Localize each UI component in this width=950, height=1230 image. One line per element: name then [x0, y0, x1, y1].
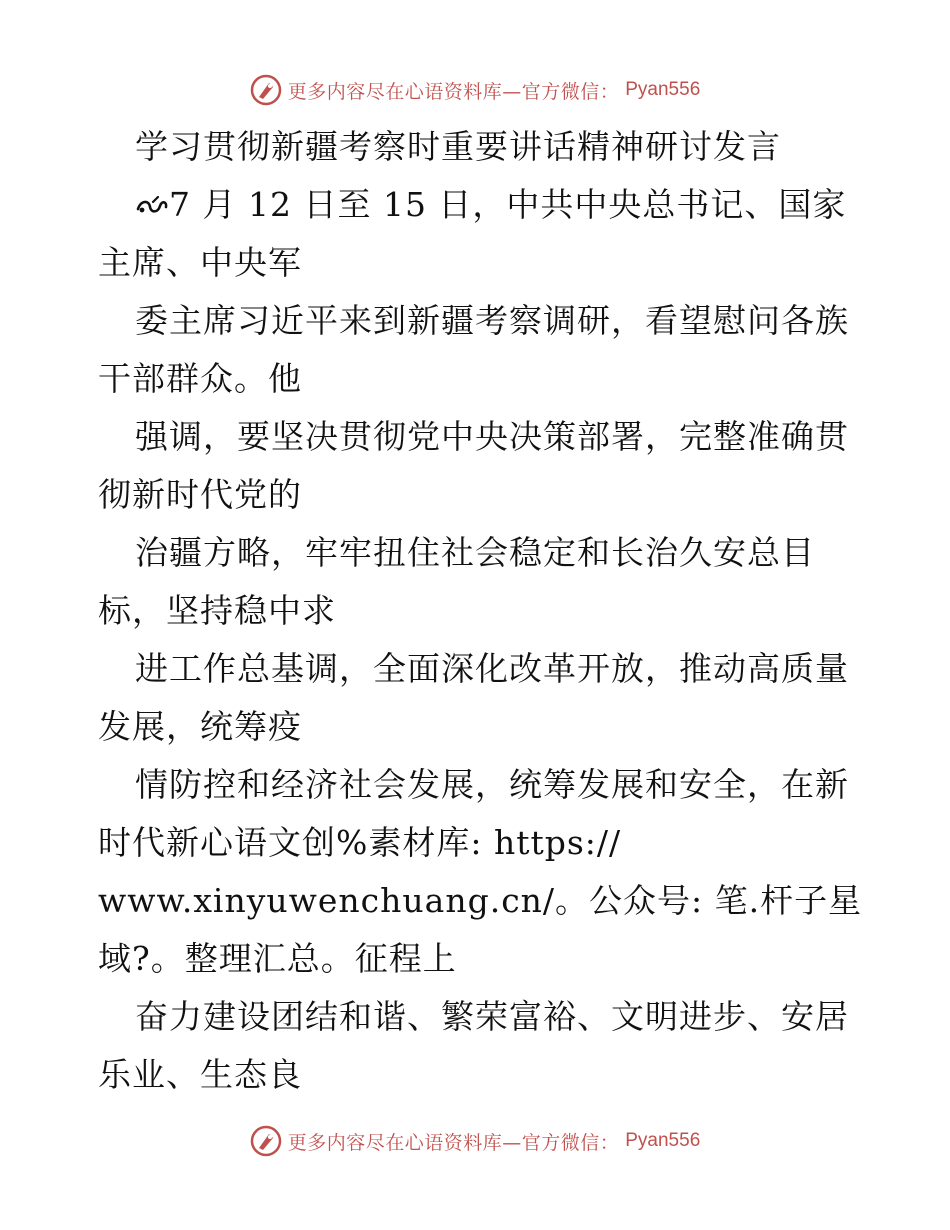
paragraph-line: 治疆方略，牢牢扭住社会稳定和长治久安总目 [135, 533, 815, 572]
paragraph-line: 发展，统筹疫 [98, 707, 302, 746]
paragraph-line: 时代新心语文创%素材库: https:// [98, 823, 622, 862]
paragraph-line: 标，坚持稳中求 [98, 591, 336, 630]
paragraph-line: 情防控和经济社会发展，统筹发展和安全，在新 [135, 765, 849, 804]
paragraph-line: 委主席习近平来到新疆考察调研，看望慰问各族 [135, 301, 849, 340]
paragraph-line: www.xinyuwenchuang.cn/。公众号: 笔.杆子星 [98, 881, 863, 920]
document-title: 学习贯彻新疆考察时重要讲话精神研讨发言 [135, 127, 781, 166]
paragraph-line: 域?。整理汇总。征程上 [98, 939, 457, 978]
document-body [98, 118, 863, 1104]
pen-nib-logo-icon [250, 74, 282, 106]
paragraph-line: 奋力建设团结和谐、繁荣富裕、文明进步、安居 [135, 997, 849, 1036]
paragraph-line: 进工作总基调，全面深化改革开放，推动高质量 [135, 649, 849, 688]
header-banner [0, 72, 950, 108]
paragraph-line: 干部群众。他 [98, 359, 302, 398]
pen-nib-logo-icon [250, 1125, 282, 1157]
paragraph-line: 彻新时代党的 [98, 475, 302, 514]
banner-text: 更多内容尽在心语资料库—官方微信： [287, 1131, 620, 1154]
banner-contact: Pyan556 [625, 1130, 701, 1151]
paragraph-line: 乐业、生态良 [98, 1055, 302, 1094]
paragraph-line-text: 7 月 12 日至 15 日，中共中央总书记、国家 [169, 185, 847, 224]
footer-banner [0, 1123, 950, 1159]
paragraph-line: 强调，要坚决贯彻党中央决策部署，完整准确贯 [135, 417, 849, 456]
banner-text: 更多内容尽在心语资料库—官方微信： [287, 80, 620, 103]
paragraph-line [98, 176, 858, 234]
paragraph-line: 主席、中央军 [98, 243, 302, 282]
banner-contact: Pyan556 [625, 79, 701, 100]
flourish-ornament-icon [135, 192, 169, 218]
